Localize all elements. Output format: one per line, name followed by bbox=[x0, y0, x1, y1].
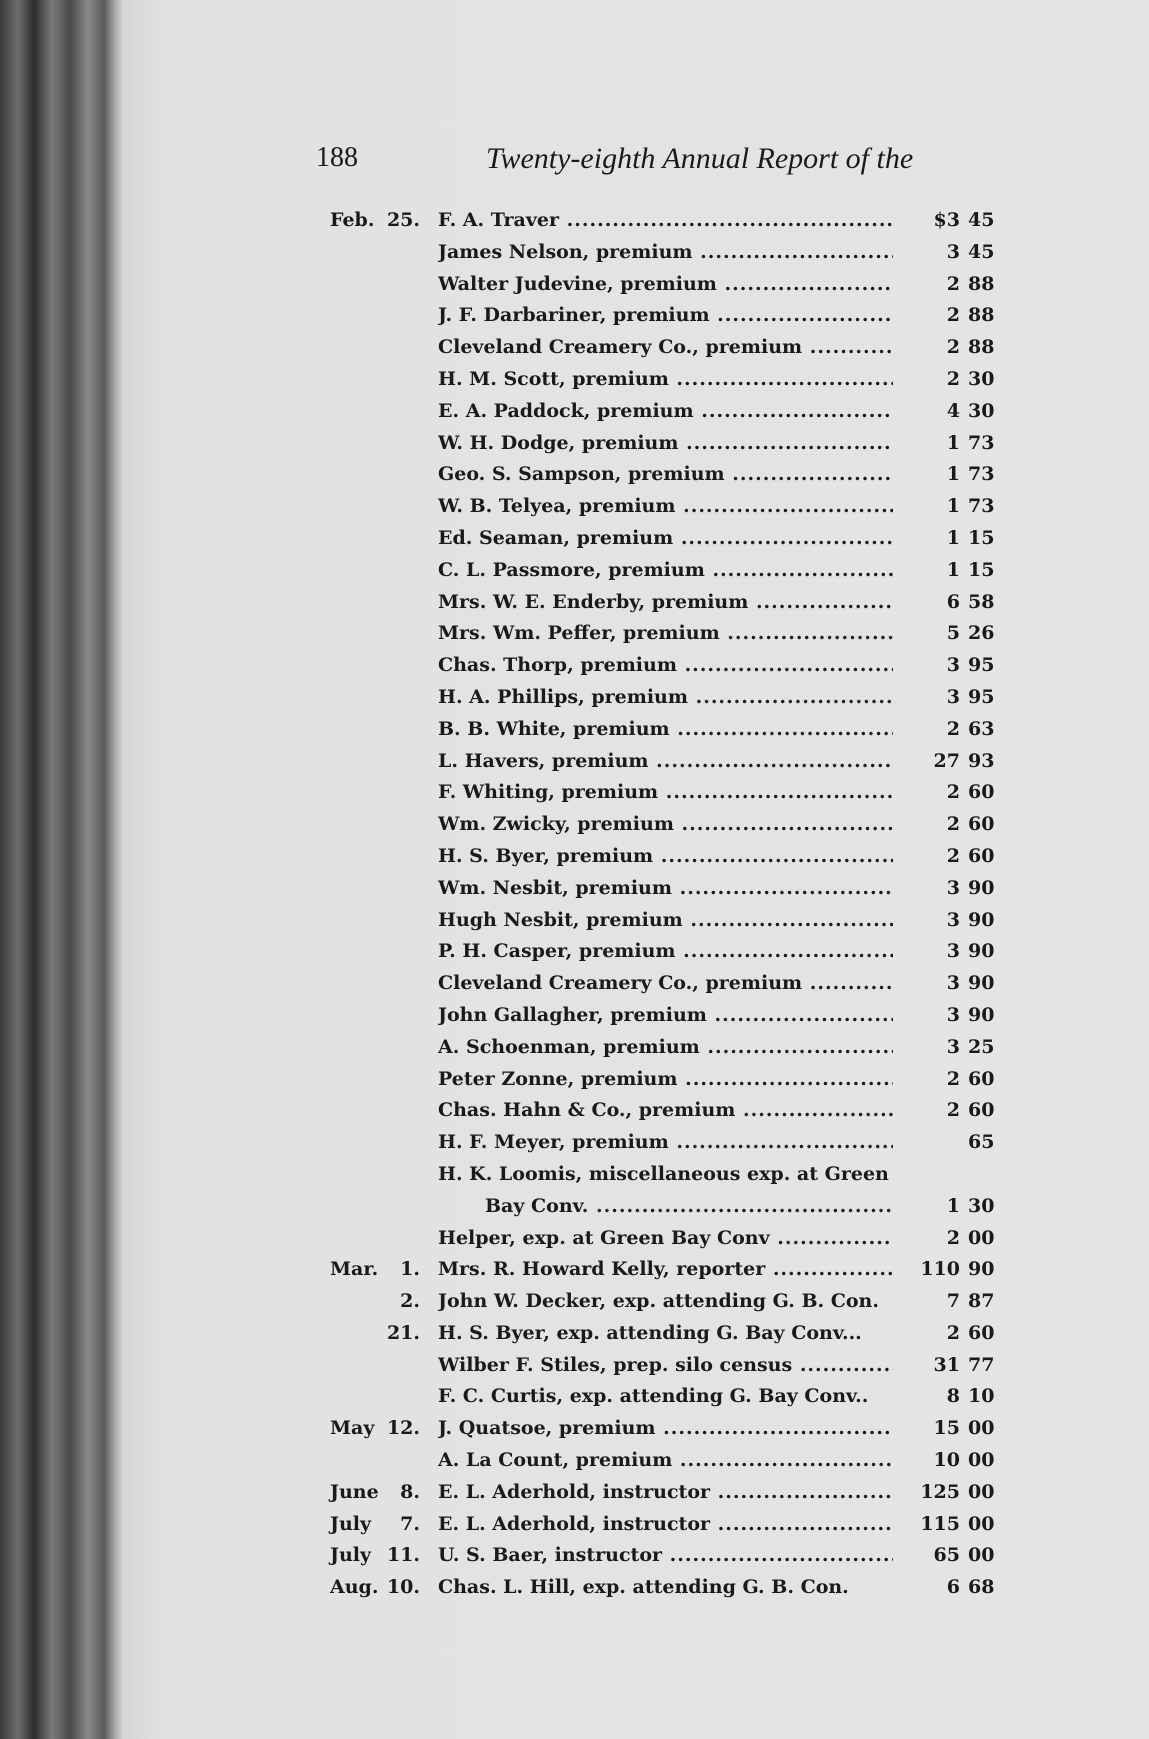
ledger-row bbox=[330, 237, 1010, 269]
row-description: A. La Count, premium ..... bbox=[438, 1445, 893, 1477]
row-description: Mrs. R. Howard Kelly, reporter ..... bbox=[438, 1254, 893, 1286]
row-description: Wm. Zwicky, premium ..... bbox=[438, 809, 893, 841]
row-amount-cents: 73 bbox=[968, 463, 995, 486]
row-amount-dollars: 2 bbox=[946, 781, 960, 804]
ledger-row bbox=[330, 1286, 1010, 1318]
ledger-row bbox=[330, 1032, 1010, 1064]
row-description: H. S. Byer, exp. attending G. Bay Conv... bbox=[438, 1321, 862, 1344]
row-month: Aug. bbox=[330, 1576, 379, 1599]
row-amount-dollars: 1 bbox=[946, 495, 960, 518]
row-month: July bbox=[330, 1544, 372, 1567]
row-amount-dollars: 2 bbox=[946, 367, 960, 390]
row-description: A. Schoenman, premium ..... bbox=[438, 1032, 893, 1064]
ledger-row bbox=[330, 1223, 1010, 1255]
row-amount-dollars: 110 bbox=[920, 1258, 960, 1281]
row-description: Chas. L. Hill, exp. attending G. B. Con. bbox=[438, 1576, 849, 1599]
row-description: Bay Conv. ..... bbox=[485, 1191, 893, 1223]
row-description: W. B. Telyea, premium ..... bbox=[438, 491, 893, 523]
row-amount-dollars: 3 bbox=[946, 1035, 960, 1058]
row-day: 12. bbox=[386, 1417, 420, 1440]
row-amount-dollars: 3 bbox=[946, 908, 960, 931]
row-amount-cents: 60 bbox=[968, 813, 995, 836]
ledger-row bbox=[330, 777, 1010, 809]
row-amount-cents: 90 bbox=[968, 972, 995, 995]
ledger-row bbox=[330, 841, 1010, 873]
row-amount-cents: 45 bbox=[968, 209, 995, 231]
row-amount-dollars: 31 bbox=[933, 1353, 960, 1376]
row-amount-dollars: 3 bbox=[946, 240, 960, 263]
row-amount-dollars: 2 bbox=[946, 336, 960, 359]
row-description: Peter Zonne, premium ..... bbox=[438, 1064, 893, 1096]
row-description: Ed. Seaman, premium ..... bbox=[438, 523, 893, 555]
row-amount-cents: 95 bbox=[968, 654, 995, 677]
row-description: Mrs. Wm. Peffer, premium ..... bbox=[438, 618, 893, 650]
row-amount-dollars: 3 bbox=[946, 1003, 960, 1026]
row-amount-cents: 30 bbox=[968, 399, 995, 422]
row-amount-cents: 90 bbox=[968, 876, 995, 899]
ledger-row bbox=[330, 1191, 1010, 1223]
row-amount-dollars: 10 bbox=[933, 1449, 960, 1472]
row-day: 21. bbox=[386, 1321, 420, 1344]
row-description: Cleveland Creamery Co., premium ..... bbox=[438, 332, 893, 364]
row-amount-cents: 90 bbox=[968, 940, 995, 963]
ledger-row bbox=[330, 459, 1010, 491]
row-description: U. S. Baer, instructor ..... bbox=[438, 1540, 893, 1572]
row-amount-cents: 87 bbox=[968, 1290, 995, 1313]
row-day: 10. bbox=[386, 1576, 420, 1599]
row-amount-cents: 00 bbox=[968, 1512, 995, 1535]
ledger-row bbox=[330, 1318, 1010, 1350]
book-binding-edge bbox=[0, 0, 122, 1739]
row-description: P. H. Casper, premium ..... bbox=[438, 936, 893, 968]
row-amount-cents: 90 bbox=[968, 1003, 995, 1026]
ledger-row bbox=[330, 682, 1010, 714]
ledger-row bbox=[330, 650, 1010, 682]
row-amount-cents: 60 bbox=[968, 1321, 995, 1344]
row-amount-dollars: 4 bbox=[946, 399, 960, 422]
row-amount-cents: 60 bbox=[968, 781, 995, 804]
page-header bbox=[316, 142, 956, 182]
ledger-row bbox=[330, 809, 1010, 841]
row-amount-cents: 88 bbox=[968, 336, 995, 359]
row-amount-cents: 90 bbox=[968, 1258, 995, 1281]
ledger-row bbox=[330, 587, 1010, 619]
row-day: 11. bbox=[386, 1544, 420, 1567]
ledger-row bbox=[330, 1381, 1010, 1413]
row-month: July bbox=[330, 1512, 372, 1535]
ledger-row bbox=[330, 1254, 1010, 1286]
ledger-row bbox=[330, 300, 1010, 332]
row-amount-dollars: 2 bbox=[946, 717, 960, 740]
row-amount-cents: 95 bbox=[968, 685, 995, 708]
row-amount-dollars: 2 bbox=[946, 272, 960, 295]
row-amount-dollars: 15 bbox=[933, 1417, 960, 1440]
row-amount-cents: 30 bbox=[968, 367, 995, 390]
ledger-row bbox=[330, 332, 1010, 364]
row-description: E. L. Aderhold, instructor ..... bbox=[438, 1477, 893, 1509]
row-description: H. M. Scott, premium ..... bbox=[438, 364, 893, 396]
row-description: Walter Judevine, premium ..... bbox=[438, 269, 893, 301]
ledger-row bbox=[330, 746, 1010, 778]
row-amount-cents: 73 bbox=[968, 495, 995, 518]
row-amount-cents: 90 bbox=[968, 908, 995, 931]
ledger-row bbox=[330, 1095, 1010, 1127]
ledger-table bbox=[330, 205, 1010, 1604]
row-amount-dollars: 2 bbox=[946, 1321, 960, 1344]
row-amount-dollars: 8 bbox=[946, 1385, 960, 1408]
ledger-row bbox=[330, 396, 1010, 428]
row-description: John Gallagher, premium ..... bbox=[438, 1000, 893, 1032]
row-description: H. K. Loomis, miscellaneous exp. at Green bbox=[438, 1162, 889, 1185]
row-amount-dollars: 2 bbox=[946, 1226, 960, 1249]
row-month: May bbox=[330, 1417, 375, 1440]
row-amount-dollars: 1 bbox=[946, 1194, 960, 1217]
row-description: F. A. Traver ..... bbox=[438, 205, 893, 237]
row-amount-dollars: 6 bbox=[946, 1576, 960, 1599]
ledger-row bbox=[330, 1350, 1010, 1382]
row-amount-dollars: 3 bbox=[946, 940, 960, 963]
row-description: John W. Decker, exp. attending G. B. Con. bbox=[438, 1290, 879, 1313]
ledger-row bbox=[330, 269, 1010, 301]
ledger-row bbox=[330, 1477, 1010, 1509]
row-amount-dollars: 6 bbox=[946, 590, 960, 613]
row-description: C. L. Passmore, premium ..... bbox=[438, 555, 893, 587]
row-amount-dollars: $3 bbox=[933, 209, 960, 231]
row-amount-dollars: 3 bbox=[946, 654, 960, 677]
row-day: 7. bbox=[400, 1512, 420, 1535]
row-month: Mar. bbox=[330, 1258, 379, 1281]
ledger-row bbox=[330, 1000, 1010, 1032]
row-description: E. A. Paddock, premium ..... bbox=[438, 396, 893, 428]
row-amount-dollars: 1 bbox=[946, 558, 960, 581]
row-amount-cents: 88 bbox=[968, 272, 995, 295]
row-description: W. H. Dodge, premium ..... bbox=[438, 428, 893, 460]
row-amount-cents: 65 bbox=[968, 1131, 995, 1154]
ledger-row bbox=[330, 364, 1010, 396]
row-amount-cents: 00 bbox=[968, 1449, 995, 1472]
row-description: James Nelson, premium ..... bbox=[438, 237, 893, 269]
row-description: Cleveland Creamery Co., premium ..... bbox=[438, 968, 893, 1000]
ledger-row bbox=[330, 523, 1010, 555]
row-description: Chas. Thorp, premium ..... bbox=[438, 650, 893, 682]
row-amount-dollars: 2 bbox=[946, 1099, 960, 1122]
row-amount-cents: 00 bbox=[968, 1226, 995, 1249]
row-amount-cents: 45 bbox=[968, 240, 995, 263]
row-amount-cents: 00 bbox=[968, 1480, 995, 1503]
row-amount-dollars: 115 bbox=[920, 1512, 960, 1535]
row-amount-dollars: 2 bbox=[946, 844, 960, 867]
row-amount-dollars: 65 bbox=[933, 1544, 960, 1567]
row-amount-cents: 15 bbox=[968, 558, 995, 581]
row-description: J. Quatsoe, premium ..... bbox=[438, 1413, 893, 1445]
ledger-row bbox=[330, 1127, 1010, 1159]
row-amount-cents: 68 bbox=[968, 1576, 995, 1599]
ledger-row bbox=[330, 428, 1010, 460]
row-amount-cents: 30 bbox=[968, 1194, 995, 1217]
running-title: Twenty-eighth Annual Report of the bbox=[486, 142, 914, 175]
row-description: H. F. Meyer, premium ..... bbox=[438, 1127, 893, 1159]
row-amount-dollars: 7 bbox=[946, 1290, 960, 1313]
row-amount-cents: 00 bbox=[968, 1544, 995, 1567]
row-amount-dollars: 1 bbox=[946, 431, 960, 454]
row-amount-cents: 60 bbox=[968, 844, 995, 867]
ledger-row bbox=[330, 1445, 1010, 1477]
ledger-row bbox=[330, 1413, 1010, 1445]
row-amount-cents: 00 bbox=[968, 1417, 995, 1440]
row-description: F. Whiting, premium ..... bbox=[438, 777, 893, 809]
row-day: 2. bbox=[400, 1290, 420, 1313]
ledger-row bbox=[330, 1159, 1010, 1191]
ledger-row bbox=[330, 1064, 1010, 1096]
row-amount-dollars: 2 bbox=[946, 304, 960, 327]
row-amount-dollars: 1 bbox=[946, 463, 960, 486]
row-amount-cents: 93 bbox=[968, 749, 995, 772]
row-description: H. A. Phillips, premium ..... bbox=[438, 682, 893, 714]
ledger-row bbox=[330, 555, 1010, 587]
ledger-row bbox=[330, 1572, 1010, 1604]
row-amount-cents: 15 bbox=[968, 526, 995, 549]
row-amount-cents: 60 bbox=[968, 1099, 995, 1122]
row-amount-dollars: 2 bbox=[946, 1067, 960, 1090]
row-month: Feb. bbox=[330, 209, 375, 231]
row-description: H. S. Byer, premium ..... bbox=[438, 841, 893, 873]
row-amount-cents: 26 bbox=[968, 622, 995, 645]
row-description: Wilber F. Stiles, prep. silo census ..... bbox=[438, 1350, 893, 1382]
row-description: Helper, exp. at Green Bay Conv ..... bbox=[438, 1223, 893, 1255]
row-description: Mrs. W. E. Enderby, premium ..... bbox=[438, 587, 893, 619]
row-amount-cents: 58 bbox=[968, 590, 995, 613]
row-description: Hugh Nesbit, premium ..... bbox=[438, 905, 893, 937]
row-description: F. C. Curtis, exp. attending G. Bay Conv.. bbox=[438, 1385, 869, 1408]
ledger-row bbox=[330, 873, 1010, 905]
row-amount-dollars: 3 bbox=[946, 876, 960, 899]
ledger-row bbox=[330, 905, 1010, 937]
row-amount-cents: 10 bbox=[968, 1385, 995, 1408]
row-amount-cents: 60 bbox=[968, 1067, 995, 1090]
row-amount-dollars: 27 bbox=[933, 749, 960, 772]
row-description: L. Havers, premium ..... bbox=[438, 746, 893, 778]
row-amount-cents: 88 bbox=[968, 304, 995, 327]
ledger-row bbox=[330, 1540, 1010, 1572]
row-amount-dollars: 5 bbox=[946, 622, 960, 645]
row-amount-dollars: 3 bbox=[946, 972, 960, 995]
row-description: Geo. S. Sampson, premium ..... bbox=[438, 459, 893, 491]
page-number: 188 bbox=[316, 142, 358, 173]
row-amount-dollars: 1 bbox=[946, 526, 960, 549]
row-amount-cents: 73 bbox=[968, 431, 995, 454]
row-description: Wm. Nesbit, premium ..... bbox=[438, 873, 893, 905]
ledger-row bbox=[330, 491, 1010, 523]
ledger-row bbox=[330, 618, 1010, 650]
row-amount-cents: 77 bbox=[968, 1353, 995, 1376]
row-amount-cents: 63 bbox=[968, 717, 995, 740]
ledger-row bbox=[330, 968, 1010, 1000]
ledger-row bbox=[330, 714, 1010, 746]
row-day: 8. bbox=[400, 1480, 420, 1503]
ledger-row bbox=[330, 936, 1010, 968]
row-month: June bbox=[330, 1480, 379, 1503]
row-day: 1. bbox=[400, 1258, 420, 1281]
ledger-row bbox=[330, 205, 1010, 237]
row-day: 25. bbox=[386, 209, 420, 231]
row-description: Chas. Hahn & Co., premium ..... bbox=[438, 1095, 893, 1127]
row-amount-cents: 25 bbox=[968, 1035, 995, 1058]
row-amount-dollars: 125 bbox=[920, 1480, 960, 1503]
row-description: J. F. Darbariner, premium ..... bbox=[438, 300, 893, 332]
ledger-row bbox=[330, 1509, 1010, 1541]
row-description: E. L. Aderhold, instructor ..... bbox=[438, 1509, 893, 1541]
row-amount-dollars: 2 bbox=[946, 813, 960, 836]
row-description: B. B. White, premium ..... bbox=[438, 714, 893, 746]
row-amount-dollars: 3 bbox=[946, 685, 960, 708]
